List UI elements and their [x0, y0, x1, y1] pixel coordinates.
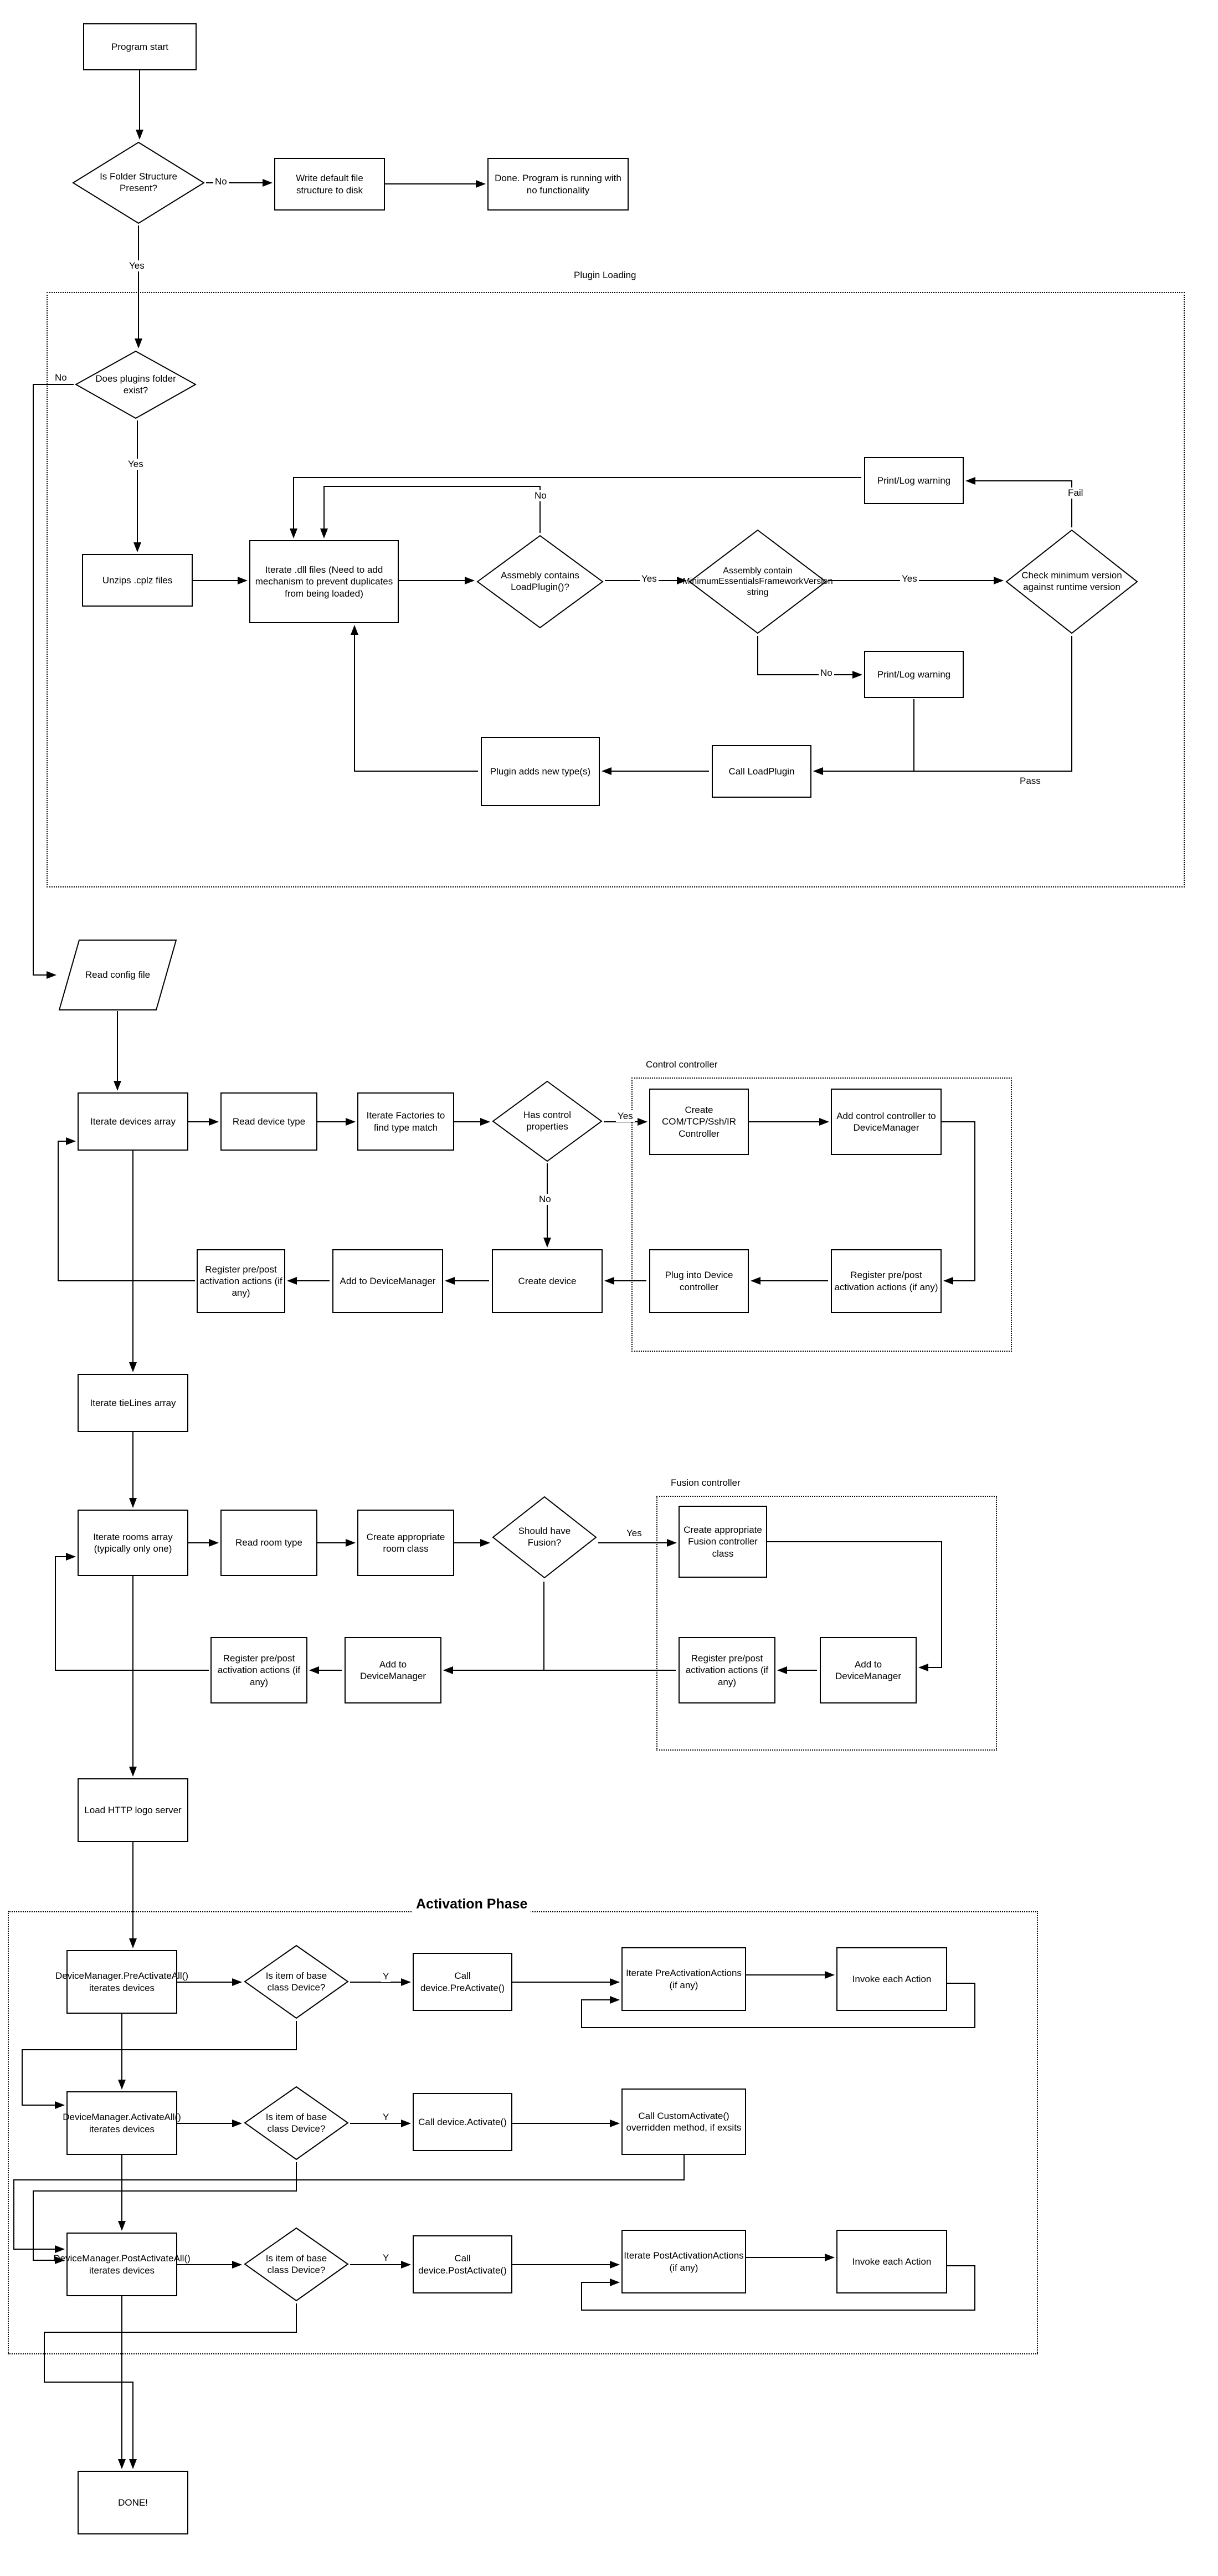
iterate-tielines-array-label: Iterate tieLines array — [90, 1397, 176, 1408]
done-no-functionality-label: Done. Program is running with no functionality — [495, 173, 621, 196]
print-log-warning-no-string-label: Print/Log warning — [877, 669, 951, 680]
call-customactivate-label: Call CustomActivate() overridden method, if exsits — [626, 2110, 742, 2133]
register-pre-post-activation-actions-room[interactable] — [210, 1637, 307, 1703]
call-device-preactivate-label: Call device.PreActivate() — [420, 1971, 505, 1993]
plugin-adds-new-types-label: Plugin adds new type(s) — [490, 766, 591, 777]
plug-into-device-controller-label: Plug into Device controller — [665, 1270, 733, 1292]
group-label-activation-phase: Activation Phase — [413, 1896, 531, 1912]
create-fusion-controller-class-label: Create appropriate Fusion controller class — [683, 1525, 762, 1559]
assembly-contains-loadplugin[interactable] — [476, 535, 604, 629]
devicemanager-preactivateall-iterates-devices[interactable] — [55, 1950, 188, 2014]
edge-label-yes-fusion: Yes — [625, 1528, 644, 1539]
register-pre-post-activation-actions-control[interactable] — [831, 1249, 942, 1313]
does-plugins-folder-exist-label: Does plugins folder exist? — [95, 373, 176, 396]
has-control-properties-label: Has control properties — [523, 1110, 571, 1132]
is-item-of-base-class-device-preactivate[interactable] — [244, 1944, 349, 2019]
done-end[interactable] — [78, 2471, 188, 2534]
add-to-devicemanager-fusion[interactable] — [820, 1637, 917, 1703]
call-device-activate-label: Call device.Activate() — [418, 2116, 507, 2127]
read-device-type-label: Read device type — [232, 1116, 306, 1127]
edge-label-no-minimum-version: No — [819, 668, 834, 679]
iterate-factories-to-find-type-match[interactable] — [357, 1092, 454, 1151]
register-pre-post-fusion-label: Register pre/post activation actions (if any) — [685, 1653, 769, 1687]
assembly-contains-loadplugin-label: Assmebly contains LoadPlugin()? — [501, 570, 579, 592]
call-device-preactivate[interactable] — [413, 1953, 512, 2011]
call-device-postactivate[interactable] — [413, 2235, 512, 2293]
devicemanager-preactivateall-label: DeviceManager.PreActivateAll() iterates devices — [55, 1971, 188, 1993]
invoke-each-action-post[interactable] — [836, 2230, 947, 2293]
invoke-each-action-pre-label: Invoke each Action — [852, 1973, 932, 1984]
iterate-preactivationactions-label: Iterate PreActivationActions (if any) — [626, 1968, 742, 1990]
read-config-file[interactable] — [58, 939, 177, 1011]
iterate-postactivationactions[interactable] — [621, 2230, 746, 2293]
load-http-logo-server-label: Load HTTP logo server — [84, 1804, 182, 1815]
add-to-devicemanager-room-label: Add to DeviceManager — [359, 1659, 426, 1681]
edge-label-yes-folder-structure: Yes — [127, 260, 146, 271]
unzips-cplz-files-label: Unzips .cplz files — [102, 574, 173, 586]
write-default-file-structure-label: Write default file structure to disk — [296, 173, 363, 196]
is-item-of-base-class-device-activate[interactable] — [244, 2086, 349, 2161]
is-item-of-base-class-device-postactivate[interactable] — [244, 2227, 349, 2302]
unzips-cplz-files[interactable] — [82, 554, 193, 607]
register-pre-post-device-label: Register pre/post activation actions (if any) — [199, 1264, 282, 1299]
read-device-type[interactable] — [220, 1092, 317, 1151]
create-appropriate-room-class-label: Create appropriate room class — [366, 1531, 445, 1554]
create-com-tcp-ssh-ir-label: Create COM/TCP/Ssh/IR Controller — [661, 1105, 737, 1139]
iterate-devices-array-label: Iterate devices array — [90, 1116, 176, 1127]
is-folder-structure-present[interactable] — [72, 141, 205, 224]
add-control-controller-to-devicemanager[interactable] — [831, 1089, 942, 1155]
iterate-dll-files[interactable] — [249, 540, 399, 623]
add-control-controller-label: Add control controller to DeviceManager — [836, 1110, 936, 1133]
edge-label-no-loadplugin: No — [533, 490, 548, 501]
has-control-properties[interactable] — [492, 1080, 603, 1162]
edge-label-yes-control-properties: Yes — [616, 1111, 635, 1122]
iterate-devices-array[interactable] — [78, 1092, 188, 1151]
edge-label-yes-minimum-version: Yes — [900, 573, 919, 584]
devicemanager-activateall-iterates-devices[interactable] — [63, 2091, 181, 2155]
print-log-warning-no-string[interactable] — [864, 651, 964, 698]
does-plugins-folder-exist[interactable] — [75, 350, 197, 419]
invoke-each-action-pre[interactable] — [836, 1947, 947, 2011]
iterate-tielines-array[interactable] — [78, 1374, 188, 1432]
group-label-plugin-loading: Plugin Loading — [571, 270, 639, 281]
edge-label-pass-version-check: Pass — [1018, 776, 1042, 787]
edge-label-y-postactivate: Y — [381, 2252, 390, 2264]
create-device-label: Create device — [518, 1275, 577, 1286]
edge-label-yes-loadplugin: Yes — [640, 573, 659, 584]
iterate-factories-label: Iterate Factories to find type match — [366, 1110, 445, 1133]
call-device-activate[interactable] — [413, 2093, 512, 2151]
should-have-fusion[interactable] — [492, 1496, 597, 1579]
devicemanager-postactivateall-iterates-devices[interactable] — [53, 2233, 191, 2296]
done-end-label: DONE! — [118, 2497, 148, 2508]
create-appropriate-fusion-controller-class[interactable] — [679, 1506, 767, 1578]
is-folder-structure-present-label: Is Folder Structure Present? — [100, 171, 177, 193]
check-minimum-version-against-runtime-version[interactable] — [1005, 529, 1138, 634]
plugin-adds-new-types[interactable] — [481, 737, 600, 806]
register-pre-post-activation-actions-device[interactable] — [197, 1249, 285, 1313]
program-start-label: Program start — [111, 41, 168, 52]
iterate-postactivationactions-label: Iterate PostActivationActions (if any) — [624, 2250, 744, 2273]
edge-label-yes-plugins-folder: Yes — [126, 459, 145, 470]
edge-label-fail-version-check: Fail — [1066, 488, 1085, 499]
create-com-tcp-ssh-ir-controller[interactable] — [649, 1089, 749, 1155]
plug-into-device-controller[interactable] — [649, 1249, 749, 1313]
read-config-file-label: Read config file — [85, 969, 151, 981]
assembly-contains-minimumessentialsframeworkversion-string[interactable] — [682, 529, 833, 634]
register-pre-post-activation-actions-fusion[interactable] — [679, 1637, 775, 1703]
assembly-contains-minimumessentials-label: Assembly contain MinimumEssentialsFrameworkVersion string — [682, 566, 833, 597]
check-minimum-version-label: Check minimum version against runtime version — [1021, 570, 1122, 592]
add-to-devicemanager-fusion-label: Add to DeviceManager — [835, 1659, 902, 1681]
call-customactivate-overridden-method[interactable] — [621, 2088, 746, 2155]
register-pre-post-control-label: Register pre/post activation actions (if any) — [834, 1270, 938, 1292]
create-device[interactable] — [492, 1249, 603, 1313]
add-to-devicemanager-device-label: Add to DeviceManager — [340, 1275, 436, 1286]
edge-label-no-control-properties: No — [537, 1194, 553, 1205]
is-item-base-class-device-1-label: Is item of base class Device? — [265, 1970, 327, 1993]
iterate-rooms-array[interactable] — [78, 1510, 188, 1576]
add-to-devicemanager-device[interactable] — [332, 1249, 443, 1313]
write-default-file-structure-to-disk[interactable] — [274, 158, 385, 211]
print-log-warning-version[interactable] — [864, 457, 964, 504]
iterate-rooms-array-label: Iterate rooms array (typically only one) — [93, 1531, 173, 1554]
call-device-postactivate-label: Call device.PostActivate() — [418, 2253, 507, 2276]
print-log-warning-version-label: Print/Log warning — [877, 475, 951, 486]
group-label-fusion-controller: Fusion controller — [667, 1477, 744, 1489]
is-item-base-class-device-3-label: Is item of base class Device? — [265, 2252, 327, 2275]
should-have-fusion-label: Should have Fusion? — [518, 1526, 571, 1548]
iterate-preactivationactions[interactable] — [621, 1947, 746, 2011]
create-appropriate-room-class[interactable] — [357, 1510, 454, 1576]
invoke-each-action-post-label: Invoke each Action — [852, 2256, 932, 2267]
load-http-logo-server[interactable] — [78, 1778, 188, 1842]
done-program-running-no-functionality[interactable] — [487, 158, 629, 211]
edge-label-no-folder-structure: No — [213, 176, 229, 187]
devicemanager-postactivateall-label: DeviceManager.PostActivateAll() iterates devices — [53, 2253, 191, 2276]
is-item-base-class-device-2-label: Is item of base class Device? — [265, 2111, 327, 2134]
iterate-dll-files-label: Iterate .dll files (Need to add mechanism to prevent duplicates from being loaded) — [255, 565, 393, 599]
edge-label-no-plugins-folder: No — [53, 372, 69, 383]
add-to-devicemanager-room[interactable] — [345, 1637, 441, 1703]
edge-label-y-preactivate: Y — [381, 1971, 390, 1982]
read-room-type[interactable] — [220, 1510, 317, 1576]
register-pre-post-room-label: Register pre/post activation actions (if any) — [217, 1653, 301, 1687]
devicemanager-activateall-label: DeviceManager.ActivateAll() iterates devices — [63, 2112, 181, 2134]
group-label-control-controller: Control controller — [643, 1059, 721, 1070]
edge-label-y-activate: Y — [381, 2112, 390, 2123]
read-room-type-label: Read room type — [235, 1537, 302, 1548]
program-start[interactable] — [83, 23, 197, 70]
call-loadplugin-label: Call LoadPlugin — [728, 766, 795, 777]
call-loadplugin[interactable] — [712, 745, 811, 798]
